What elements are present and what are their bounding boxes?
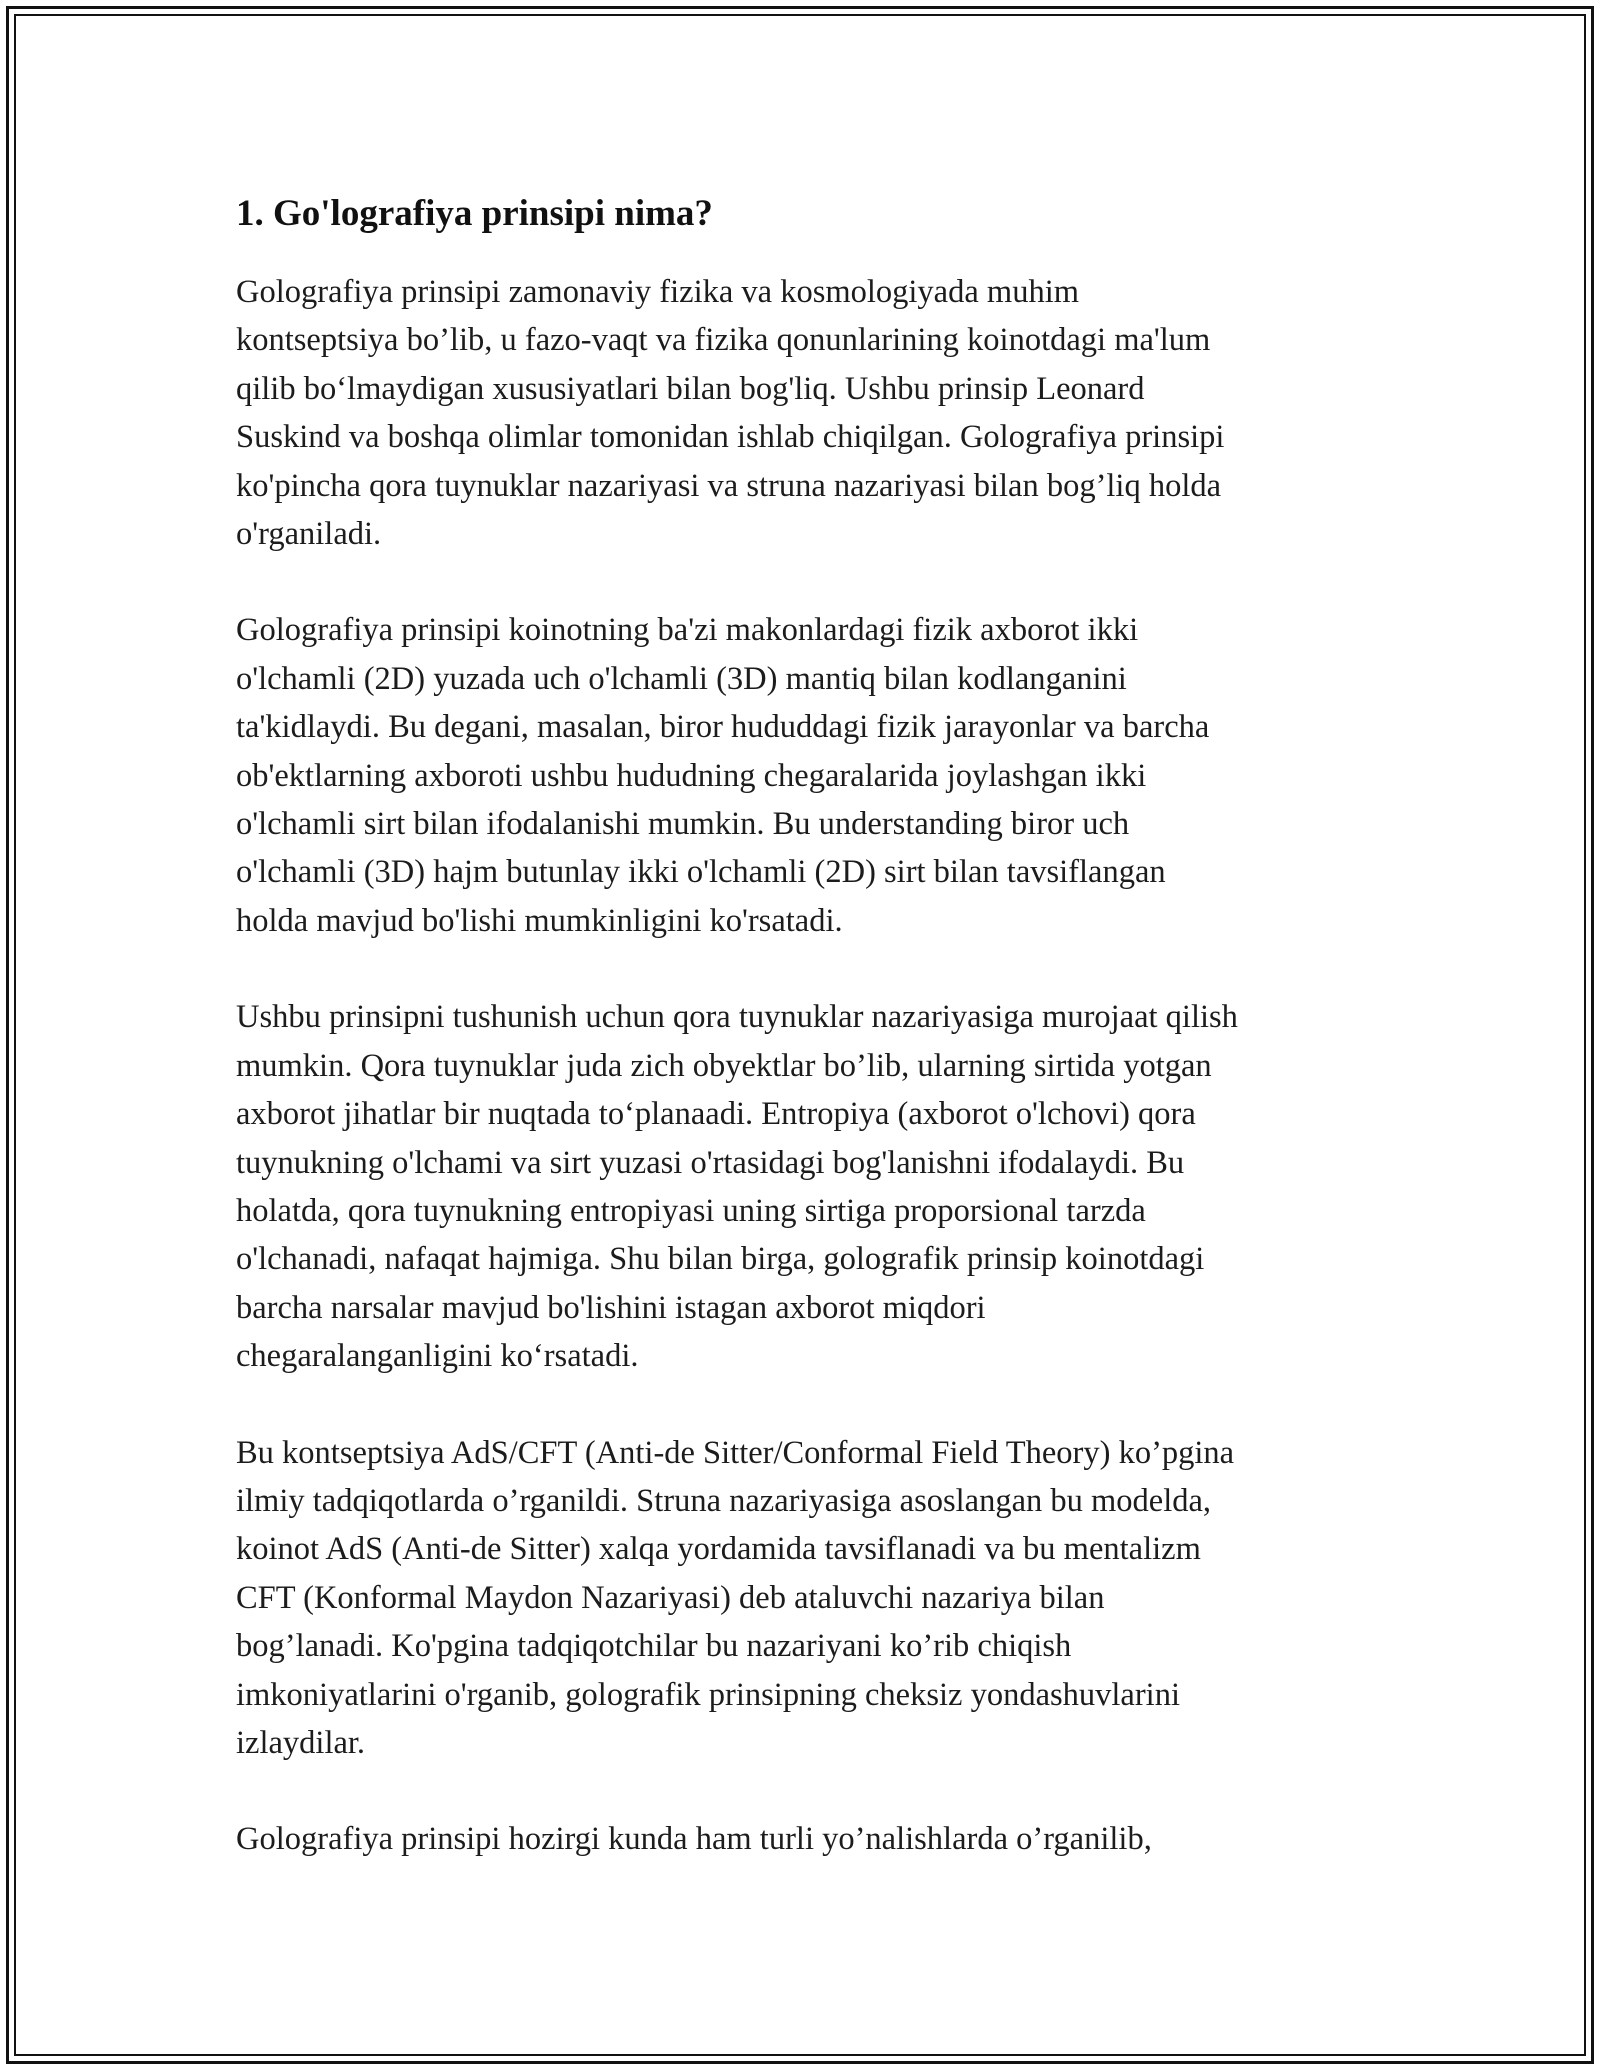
text-line: chegaralanganligini ko‘rsatadi. — [236, 1338, 639, 1375]
paragraph-4 — [236, 1429, 1386, 1768]
text-line: axborot jihatlar bir nuqtada to‘planaadi. Entropiya (axborot o'lchovi) qora — [236, 1096, 1196, 1133]
paragraph-1 — [236, 268, 1386, 558]
text-line: Golografiya prinsipi koinotning ba'zi makonlardagi fizik axborot ikki — [236, 612, 1139, 649]
text-line: bog’lanadi. Ko'pgina tadqiqotchilar bu nazariyani ko’rib chiqish — [236, 1628, 1072, 1665]
text-line: o'rganiladi. — [236, 516, 382, 553]
paragraph-3 — [236, 993, 1386, 1380]
text-line: Ushbu prinsipni tushunish uchun qora tuynuklar nazariyasiga murojaat qilish — [236, 999, 1238, 1036]
text-line: o'lchamli (3D) hajm butunlay ikki o'lchamli (2D) sirt bilan tavsiflangan — [236, 854, 1166, 891]
text-line: izlaydilar. — [236, 1724, 366, 1761]
text-line: barcha narsalar mavjud bo'lishini istagan axborot miqdori — [236, 1289, 986, 1326]
text-line: kontseptsiya bo’lib, u fazo-vaqt va fizika qonunlarining koinotdagi ma'lum — [236, 322, 1211, 359]
text-line: tuynukning o'lchami va sirt yuzasi o'rtasidagi bog'lanishni ifodalaydi. Bu — [236, 1144, 1185, 1181]
document-body — [236, 186, 1386, 1912]
text-line: o'lchamli sirt bilan ifodalanishi mumkin. Bu understanding biror uch — [236, 806, 1130, 843]
text-line: o'lchamli (2D) yuzada uch o'lchamli (3D) mantiq bilan kodlanganini — [236, 660, 1127, 697]
text-line: ilmiy tadqiqotlarda o’rganildi. Struna nazariyasiga asoslangan bu modelda, — [236, 1482, 1212, 1519]
text-line: imkoniyatlarini o'rganib, golografik prinsipning cheksiz yondashuvlarini — [236, 1676, 1180, 1713]
text-line: ob'ektlarning axboroti ushbu hududning chegaralarida joylashgan ikki — [236, 757, 1147, 794]
text-line: holda mavjud bo'lishi mumkinligini ko'rsatadi. — [236, 902, 843, 939]
paragraph-2 — [236, 606, 1386, 945]
text-line: koinot AdS (Anti-de Sitter) xalqa yordamida tavsiflanadi va bu mentalizm — [236, 1531, 1201, 1568]
text-line: Golografiya prinsipi zamonaviy fizika va kosmologiyada muhim — [236, 274, 1080, 310]
text-line: holatda, qora tuynukning entropiyasi uning sirtiga proporsional tarzda — [236, 1192, 1146, 1229]
text-line: qilib bo‘lmaydigan xususiyatlari bilan bog'liq. Ushbu prinsip Leonard — [236, 370, 1145, 407]
text-line: o'lchanadi, nafaqat hajmiga. Shu bilan birga, golografik prinsip koinotdagi — [236, 1241, 1205, 1278]
section-heading: 1. Go'lografiya prinsipi nima? — [236, 193, 713, 234]
text-line: Suskind va boshqa olimlar tomonidan ishlab chiqilgan. Golografiya prinsipi — [236, 419, 1225, 456]
text-line: ko'pincha qora tuynuklar nazariyasi va struna nazariyasi bilan bog’liq holda — [236, 467, 1222, 504]
paragraph-5 — [236, 1815, 1386, 1863]
text-line: CFT (Konformal Maydon Nazariyasi) deb ataluvchi nazariya bilan — [236, 1579, 1105, 1616]
text-line: mumkin. Qora tuynuklar juda zich obyektlar bo’lib, ularning sirtida yotgan — [236, 1047, 1212, 1084]
text-line: ta'kidlaydi. Bu degani, masalan, biror hududdagi fizik jarayonlar va barcha — [236, 709, 1210, 746]
text-line: Golografiya prinsipi hozirgi kunda ham turli yo’nalishlarda o’rganilib, — [236, 1821, 1152, 1858]
text-line: Bu kontseptsiya AdS/CFT (Anti-de Sitter/Conformal Field Theory) ko’pgina — [236, 1434, 1235, 1471]
